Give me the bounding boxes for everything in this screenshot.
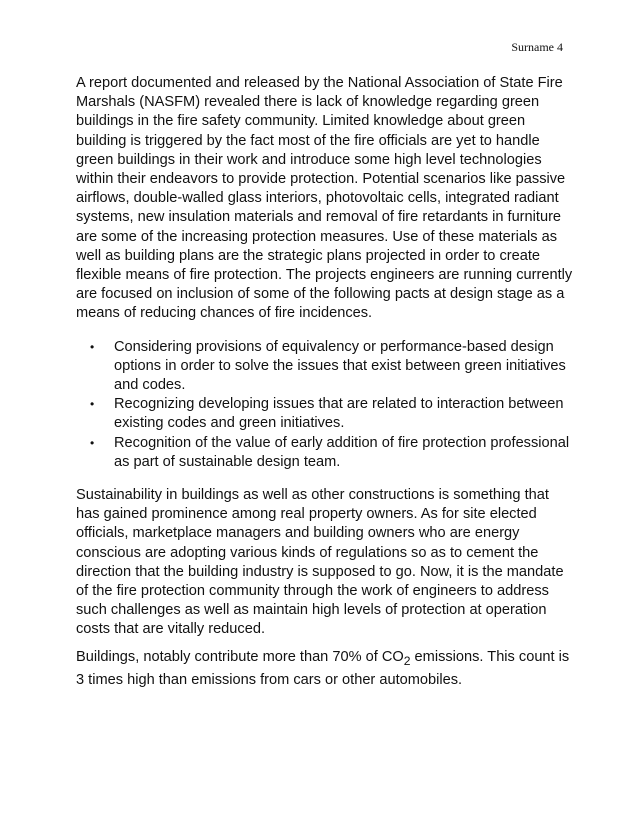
bullet-list <box>76 338 576 472</box>
running-head: Surname 4 <box>511 40 563 54</box>
paragraph-3 <box>76 648 576 690</box>
paragraph-3-part-2: emissions. This count is 3 times high than emissions from cars or other automobiles. <box>76 648 570 688</box>
bullet-icon: • <box>90 339 95 354</box>
paragraph-3-part-1: Buildings, notably contribute more than 70% of CO <box>76 648 404 665</box>
bullet-icon: • <box>90 397 95 412</box>
bullet-item <box>90 395 576 433</box>
bullet-item <box>90 338 576 396</box>
body-text <box>76 74 576 690</box>
co2-subscript: 2 <box>403 653 411 668</box>
paragraph-1: A report documented and released by the National Association of State Fire Marshals (NASFM) revealed there is lack of knowledge regarding green buildings in the fire safety community. Limited knowledge about green building is triggered by the fact most of the fire officials are yet to handle green buildings in their work and introduce some high level technologies within their endeavors to provide protection. Potential scenarios like passive airflows, double-walled glass interiors, photovoltaic cells, integrated radiant systems, new insulation materials and removal of fire retardants in furniture are some of the increasing protection measures. Use of these materials as well as building plans are the strategic plans projected in order to create flexible means of fire protection. The projects engineers are running currently are focused on inclusion of some of the following pacts at design stage as a means of reducing chances of fire incidences. <box>76 75 573 322</box>
bullet-item <box>90 434 576 472</box>
paragraph-2: Sustainability in buildings as well as other constructions is something that has gained prominence among real property owners. As for site elected officials, marketplace managers and building owners who are energy conscious are adopting various kinds of regulations so as to cement the direction that the building industry is supposed to go. Now, it is the mandate of the fire protection community through the work of engineers to address such challenges as well as maintain high levels of protection at operation costs that are vitally reduced. <box>76 487 564 638</box>
bullet-text: Recognition of the value of early addition of fire protection professional as part of sustainable design team. <box>114 434 570 470</box>
bullet-icon: • <box>90 435 95 450</box>
bullet-text: Recognizing developing issues that are related to interaction between existing codes and green initiatives. <box>114 396 564 432</box>
bullet-text: Considering provisions of equivalency or performance-based design options in order to solve the issues that exist between green initiatives and codes. <box>114 338 566 394</box>
